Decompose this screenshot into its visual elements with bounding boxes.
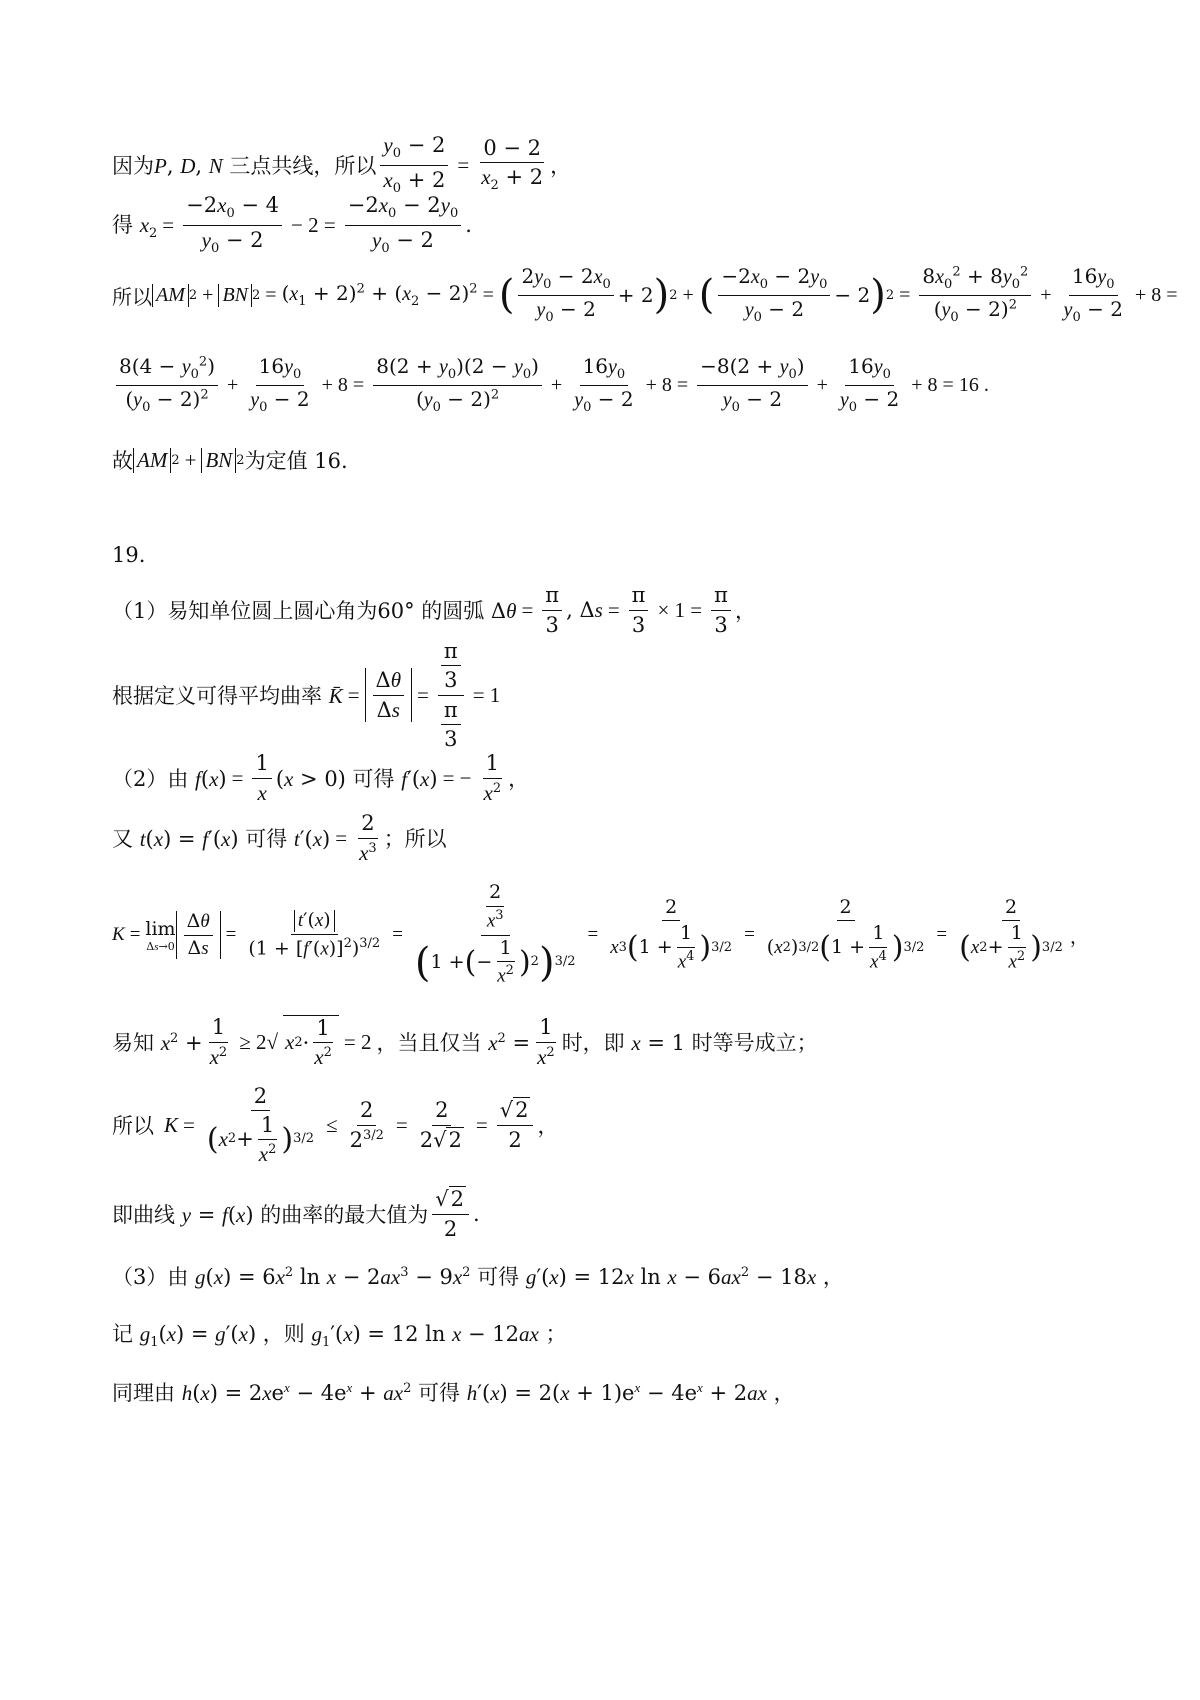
line-g1: 记 $g_1(x) = g'(x)$ ，则 $g_1'(x) = 12$ ln x − 12ax ； — [112, 1321, 567, 1351]
text-collinear: 因为P, D, N 三点共线，所以 — [112, 154, 377, 178]
line-curvature-formula: K = lim Δs→0 $\frac{\Delta\theta}{\Delta s}$ = t ′( x ) $(1 + [f'(x)]^2)^{3/2}$ = $\frac{2}{x^3}$ ( 1 + ( − $\frac{1}{x^2}$ ) 2 ) 3/2 = 2 x 3 ( 1 + $\frac{1}{x^4}$ ) 3/2 = 2 ( x 2 ) 3/2 ( 1 + $\frac{1}{x^4}$ ) 3/2 = 2 ( x 2 + $\frac{1}{x^2}$ ) 3/2 ， — [112, 881, 1089, 987]
line-max-curvature: 即曲线 y = f(x) 的曲率的最大值为 $\frac{√2}{2}$ . — [112, 1187, 480, 1241]
line-part2: （2）由 f(x) = $\frac{1}{x}$ (x > 0) 可得 f′(x) = − $\frac{1}{x^2}$ ， — [112, 751, 530, 805]
line-sum-squares: 所以 AM 2 + BN 2 = $(x_1 + 2)^2 + (x_2 - 2)^2$ = ( $\frac{2y_0 - 2x_0}{y_0 - 2}$ + 2 ) 2 + ( $\frac{-2x_0 - 2y_0}{y_0 - 2}$ − 2 ) 2 = $\frac{8x_0^2 + 8y_0^2}{(y_0 - 2)^2}$ + $\frac{16y_0}{y_0 - 2}$ + 8 = — [112, 263, 1178, 325]
line-part1: （1）易知单位圆上圆心角为60° 的圆弧 Δθ = $\frac{\pi}{3}$ , Δs = $\frac{\pi}{3}$ × 1 = $\frac{\pi}{3}$ ， — [112, 583, 756, 637]
line-t-derivative: 又 t(x) = f′(x) 可得 t′(x) = $\frac{2}{x^3}$ ；所以 — [112, 811, 447, 865]
line-collinear: 因为P, D, N 三点共线，所以 $\frac{y_0 - 2}{x_0 + 2}$ = $\frac{0 - 2}{x_2 + 2}$ ， — [112, 133, 572, 196]
line-x2: 得 $x_2$ = $\frac{-2x_0 - 4}{y_0 - 2}$ − 2 = $\frac{-2x_0 - 2y_0}{y_0 - 2}$ . — [112, 193, 472, 256]
fraction: $\frac{y_0 - 2}{x_0 + 2}$ — [380, 133, 448, 196]
line-k-bound: 所以 K = 2 ( x 2 + $\frac{1}{x^2}$ ) 3/2 ≤ $\frac{2}{2^{3/2}}$ = $\frac{2}{2√2}$ = $\frac{√2}{2}$ ， — [112, 1083, 559, 1167]
line-am-gm: 易知 $x^2$ + $\frac{1}{x^2}$ ≥ 2√ x 2 · $\frac{1}{x^2}$ = 2 ，当且仅当 $x^2$ = $\frac{1}{x^2}$ 时，即 x = 1 时等号成立； — [112, 1015, 818, 1069]
problem-number: 19. — [112, 543, 146, 567]
line-simplify: $\frac{8(4 - y_0^2)}{(y_0 - 2)^2}$ + $\frac{16y_0}{y_0 - 2}$ + 8 = $\frac{8(2 + y_0)(2 - y_0)}{(y_0 - 2)^2}$ + $\frac{16y_0}{y_0 - 2}$ + 8 = $\frac{-8(2 + y_0)}{y_0 - 2}$ + $\frac{16y_0}{y_0 - 2}$ + 8 = 16 . — [112, 352, 994, 418]
fraction: $\frac{0 - 2}{x_2 + 2}$ — [481, 135, 544, 194]
line-part3: （3）由 $g(x) = 6x^2$ $\ln x - 2ax^3 - 9x^2$ 可得 g′(x) = 12x $\ln x - 6ax^2 - 18x$ ， — [112, 1265, 844, 1289]
line-h-derivative: 同理由 $h(x) = 2xe^x - 4e^x + ax^2$ 可得 $h'(x) = 2(x + 1)e^x - 4e^x + 2ax$ ， — [112, 1380, 795, 1405]
line-conclusion: 故 AM 2 + BN 2 为定值 16. — [112, 447, 348, 473]
line-avg-curvature: 根据定义可得平均曲率 K̄ = $\frac{\Delta\theta}{\Delta s}$ = $\frac{\frac{\pi}{3}}{\frac{\pi}{3}}$ = 1 — [112, 639, 501, 751]
